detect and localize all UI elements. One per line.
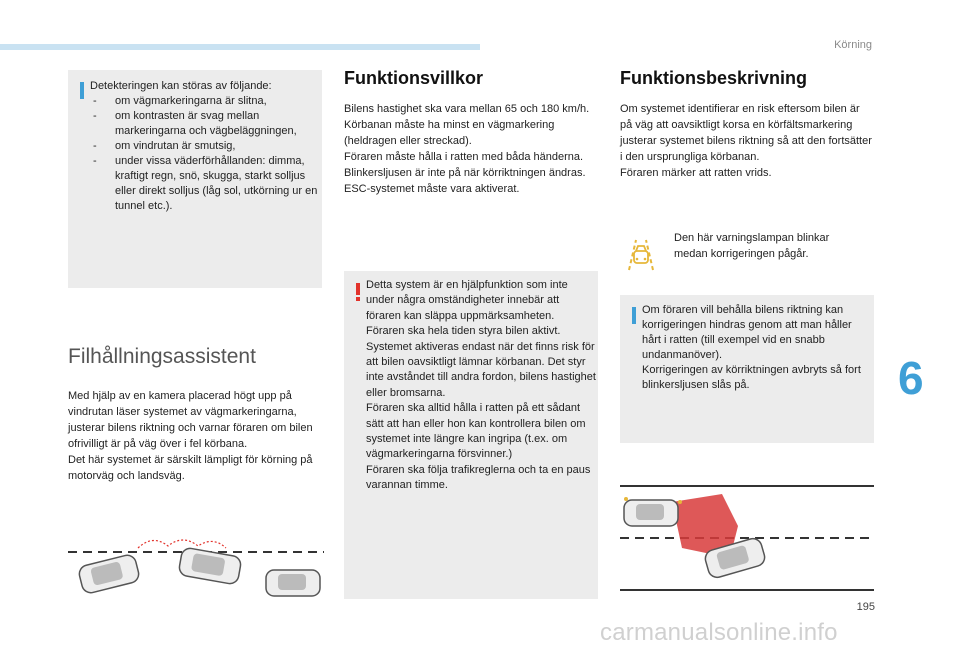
page-number: 195 bbox=[856, 601, 875, 613]
description-heading: Funktionsbeskrivning bbox=[620, 68, 808, 88]
info-icon bbox=[632, 307, 636, 324]
car-icon bbox=[266, 570, 320, 596]
correction-illustration bbox=[620, 482, 876, 594]
paragraph: Blinkersljusen är inte på när körriktningen ändras. bbox=[344, 167, 586, 179]
car-icon bbox=[178, 547, 242, 585]
lane-keeping-illustration bbox=[68, 530, 324, 602]
intro-text bbox=[68, 388, 326, 484]
paragraph: Om systemet identifierar en risk eftersom bilen är på väg att oavsiktligt korsa en körfältsmarkering justerar systemet bilens riktning så att den fortsätter i den ursprungliga körbanan. bbox=[620, 103, 872, 163]
car-icon bbox=[77, 553, 140, 594]
paragraph: Om föraren vill behålla bilens riktning kan korrigeringen hindras genom att man håller hårt i ratten (till exempel vid en snabb undanmanöver). bbox=[642, 304, 852, 361]
paragraph: Detta system är en hjälpfunktion som inte under några omständigheter innebär att föraren kan släppa uppmärksamheten. bbox=[366, 279, 568, 322]
paragraph: Korrigeringen av körriktningen avbryts så fort blinkersljusen slås på. bbox=[642, 364, 861, 391]
warning-icon bbox=[356, 283, 360, 301]
watermark: carmanualsonline.info bbox=[600, 619, 838, 646]
paragraph: ESC-systemet måste vara aktiverat. bbox=[344, 183, 520, 195]
paragraph: Systemet aktiveras endast när det finns risk för att bilen oavsiktligt lämnar körbanan. Det styr inte avståndet till andra fordon, bilens hastighet eller bromsarna. bbox=[366, 340, 596, 399]
lane-warning-lamp-icon bbox=[622, 238, 660, 272]
paragraph: Körbanan måste ha minst en vägmarkering (heldragen eller streckad). bbox=[344, 119, 555, 147]
chapter-number: 6 bbox=[898, 352, 924, 404]
paragraph: Föraren ska följa trafikreglerna och ta en paus varannan timme. bbox=[366, 463, 591, 492]
page-title: Filhållningsassistent bbox=[68, 345, 256, 368]
car-icon bbox=[624, 500, 678, 526]
warning-box bbox=[344, 271, 598, 599]
paragraph: Bilens hastighet ska vara mellan 65 och 180 km/h. bbox=[344, 103, 590, 115]
conditions-heading: Funktionsvillkor bbox=[344, 68, 484, 88]
description-text bbox=[620, 101, 872, 181]
header-bar bbox=[0, 44, 480, 50]
paragraph: Med hjälp av en kamera placerad högt upp på vindrutan läser systemet av vägmarkeringarna, justerar bilens riktning och varnar föraren om bilen ofrivilligt är på väg över i fel körbana. bbox=[68, 390, 313, 450]
paragraph: Föraren märker att ratten vrids. bbox=[620, 167, 772, 179]
paragraph: Föraren ska hela tiden styra bilen aktivt. bbox=[366, 325, 561, 338]
detection-list bbox=[90, 94, 318, 214]
override-info-box bbox=[620, 295, 874, 443]
lamp-text: Den här varningslampan blinkar medan korrigeringen pågår. bbox=[674, 232, 830, 260]
detection-info-box bbox=[68, 70, 322, 288]
list-item: - under vissa väderförhållanden: dimma, kraftigt regn, snö, skugga, starkt solljus eller direkt solljus (låg sol, utkörning ur en tunnel etc.). bbox=[90, 154, 318, 214]
paragraph: Föraren måste hålla i ratten med båda händerna. bbox=[344, 151, 584, 163]
info-icon bbox=[80, 82, 84, 99]
paragraph: Det här systemet är särskilt lämpligt för körning på motorväg och landsväg. bbox=[68, 454, 313, 482]
detection-intro: Detekteringen kan störas av följande: bbox=[90, 80, 272, 92]
section-label: Körning bbox=[834, 39, 872, 51]
list-item: - om kontrasten är svag mellan markeringarna och vägbeläggningen, bbox=[90, 109, 318, 139]
list-item: - om vägmarkeringarna är slitna, bbox=[90, 94, 318, 109]
paragraph: Föraren ska alltid hålla i ratten på ett sådant sätt att han eller hon kan kontrollera bilen om systemet inte längre kan ingripa (t.ex. om vägmarkeringarna försvinner.) bbox=[366, 402, 586, 461]
list-item: - om vindrutan är smutsig, bbox=[90, 139, 318, 154]
conditions-text bbox=[344, 101, 594, 197]
